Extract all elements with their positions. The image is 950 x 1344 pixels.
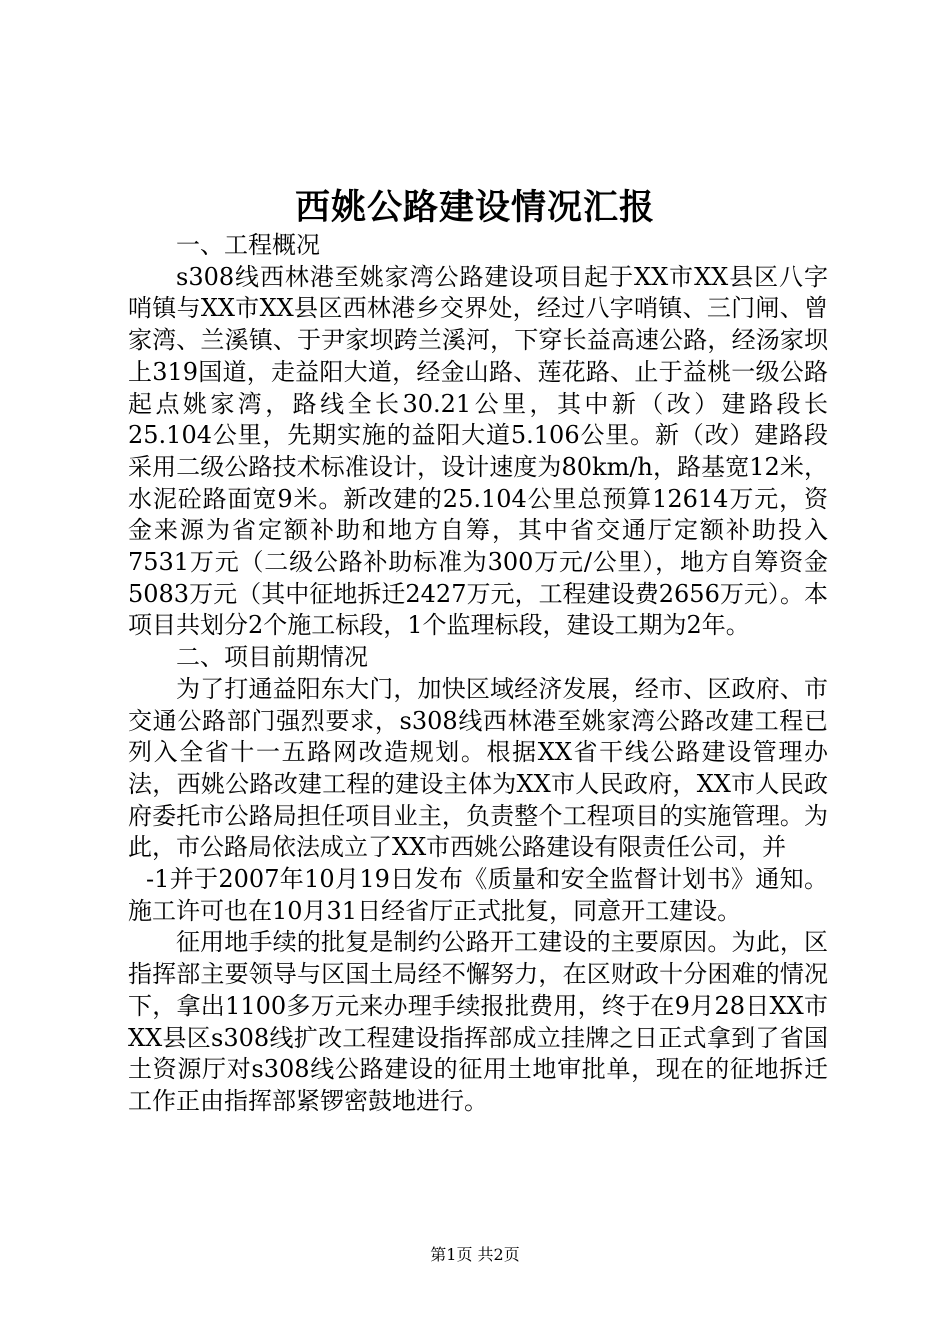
section-heading-overview: 一、工程概况 [176,231,320,259]
document-body [128,230,828,1118]
document-title: 西姚公路建设情况汇报 [294,187,655,228]
paragraph-overview: s308线西林港至姚家湾公路建设项目起于XX市XX县区八字哨镇与XX市XX县区西林港乡交界处，经过八字哨镇、三门闸、曾家湾、兰溪镇、于尹家坝跨兰溪河，下穿长益高速公路，经汤家坝上319国道，走益阳大道，经金山路、莲花路、止于益桃一级公路起点姚家湾，路线全长30.21公里，其中新（改）建路段长25.104公里，先期实施的益阳大道5.106公里。新（改）建路段采用二级公路技术标准设计，设计速度为80km/h，路基宽12米，水泥砼路面宽9米。新改建的25.104公里总预算12614万元，资金来源为省定额补助和地方自筹，其中省交通厅定额补助投入7531万元（二级公路补助标准为300万元/公里），地方自筹资金5083万元（其中征地拆迁2427万元，工程建设费2656万元）。本项目共划分2个施工标段，1个监理标段，建设工期为2年。 [128,262,828,640]
paragraph-preliminary: 为了打通益阳东大门，加快区域经济发展，经市、区政府、市交通公路部门强烈要求，s308线西林港至姚家湾公路改建工程已列入全省十一五路网改造规划。根据XX省干线公路建设管理办法，西姚公路改建工程的建设主体为XX市人民政府，XX市人民政府委托市公路局担任项目业主，负责整个工程项目的实施管理。为此，市公路局依法成立了XX市西姚公路建设有限责任公司，并 [128,674,828,862]
section-heading-preliminary: 二、项目前期情况 [176,643,368,672]
paragraph-continuation: -1并于2007年10月19日发布《质量和安全监督计划书》通知。施工许可也在10月31日经省厅正式批复，同意开工建设。 [128,865,828,925]
paragraph-land-approval: 征用地手续的批复是制约公路开工建设的主要原因。为此，区指挥部主要领导与区国土局经不懈努力，在区财政十分困难的情况下，拿出1100多万元来办理手续报批费用，终于在9月28日XX市XX县区s308线扩改工程建设指挥部成立挂牌之日正式拿到了省国土资源厅对s308线公路建设的征用土地审批单，现在的征地拆迁工作正由指挥部紧锣密鼓地进行。 [128,928,828,1115]
page-footer: 第1页 共2页 [430,1245,520,1264]
